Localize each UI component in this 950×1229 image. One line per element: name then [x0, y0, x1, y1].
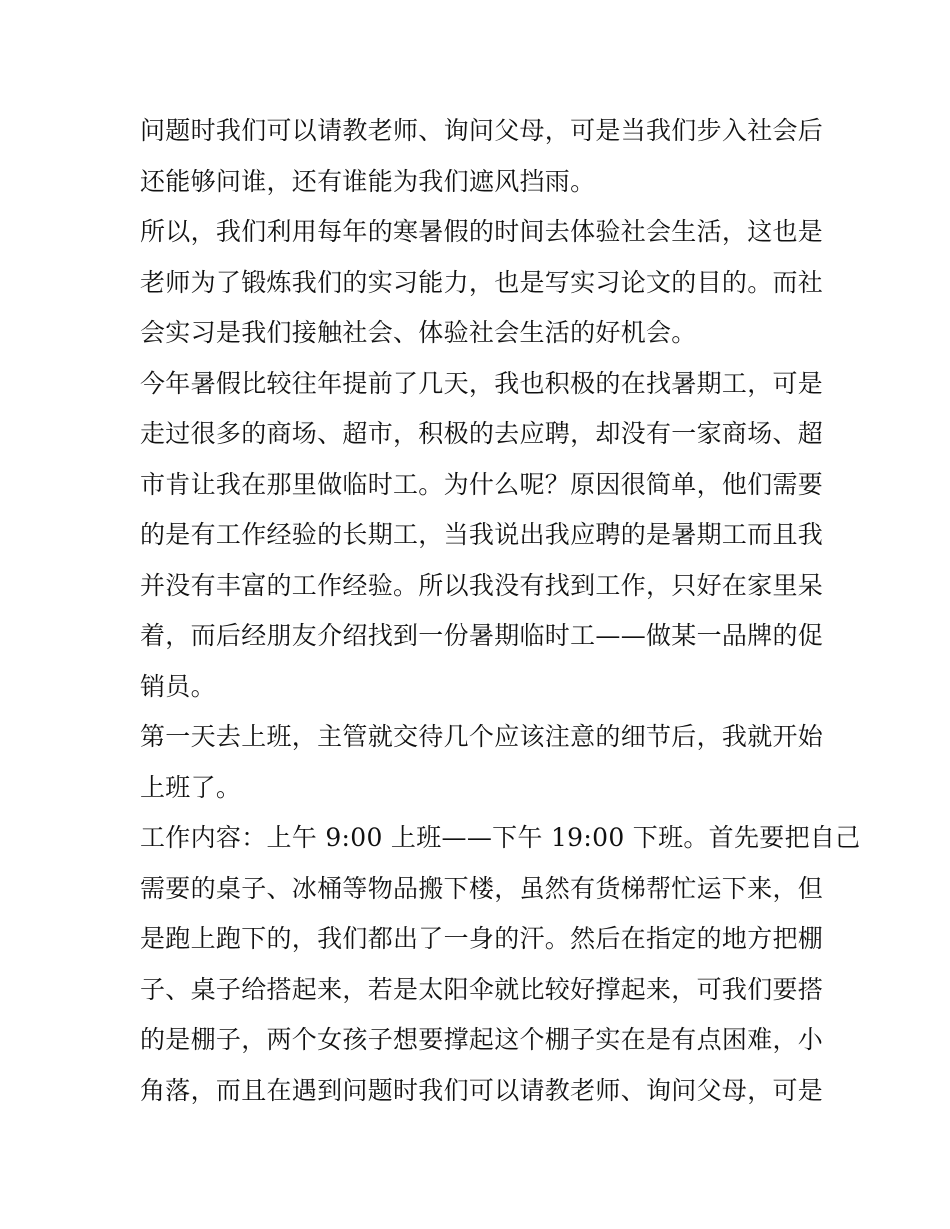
text-line-7: 走过很多的商场、超市，积极的去应聘，却没有一家商场、超 [140, 419, 824, 448]
text-line-17: 是跑上跑下的，我们都出了一身的汗。然后在指定的地方把棚 [140, 924, 824, 953]
text-line-16: 需要的桌子、冰桶等物品搬下楼，虽然有货梯帮忙运下来，但 [140, 873, 824, 903]
text-line-8: 市肯让我在那里做临时工。为什么呢？原因很简单，他们需要 [140, 469, 824, 499]
text-line-18: 子、桌子给搭起来，若是太阳伞就比较好撑起来，可我们要搭 [140, 974, 824, 1004]
text-line-13: 第一天去上班，主管就交待几个应该注意的细节后，我就开始 [140, 722, 824, 751]
text-line-9: 的是有工作经验的长期工，当我说出我应聘的是暑期工而且我 [140, 520, 824, 549]
text-line-20: 角落，而且在遇到问题时我们可以请教老师、询问父母，可是 [140, 1075, 824, 1105]
text-line-15: 工作内容：上午 9:00 上班——下午 19:00 下班。首先要把自己 [140, 823, 861, 852]
text-line-19: 的是棚子，两个女孩子想要撑起这个棚子实在是有点困难，小 [140, 1025, 824, 1054]
text-line-5: 会实习是我们接触社会、体验社会生活的好机会。 [140, 318, 697, 347]
text-line-4: 老师为了锻炼我们的实习能力，也是写实习论文的目的。而社 [140, 267, 824, 297]
text-line-14: 上班了。 [140, 772, 242, 802]
text-line-6: 今年暑假比较往年提前了几天，我也积极的在找暑期工，可是 [140, 368, 824, 398]
text-line-11: 着，而后经朋友介绍找到一份暑期临时工——做某一品牌的促 [140, 621, 824, 650]
body-text [140, 106, 861, 1116]
text-line-1: 问题时我们可以请教老师、询问父母，可是当我们步入社会后 [140, 116, 824, 145]
text-line-12: 销员。 [140, 671, 216, 701]
text-line-2: 还能够问谁，还有谁能为我们遮风挡雨。 [140, 166, 596, 196]
text-line-3: 所以，我们利用每年的寒暑假的时间去体验社会生活，这也是 [140, 217, 824, 246]
text-line-10: 并没有丰富的工作经验。所以我没有找到工作，只好在家里呆 [140, 570, 824, 600]
